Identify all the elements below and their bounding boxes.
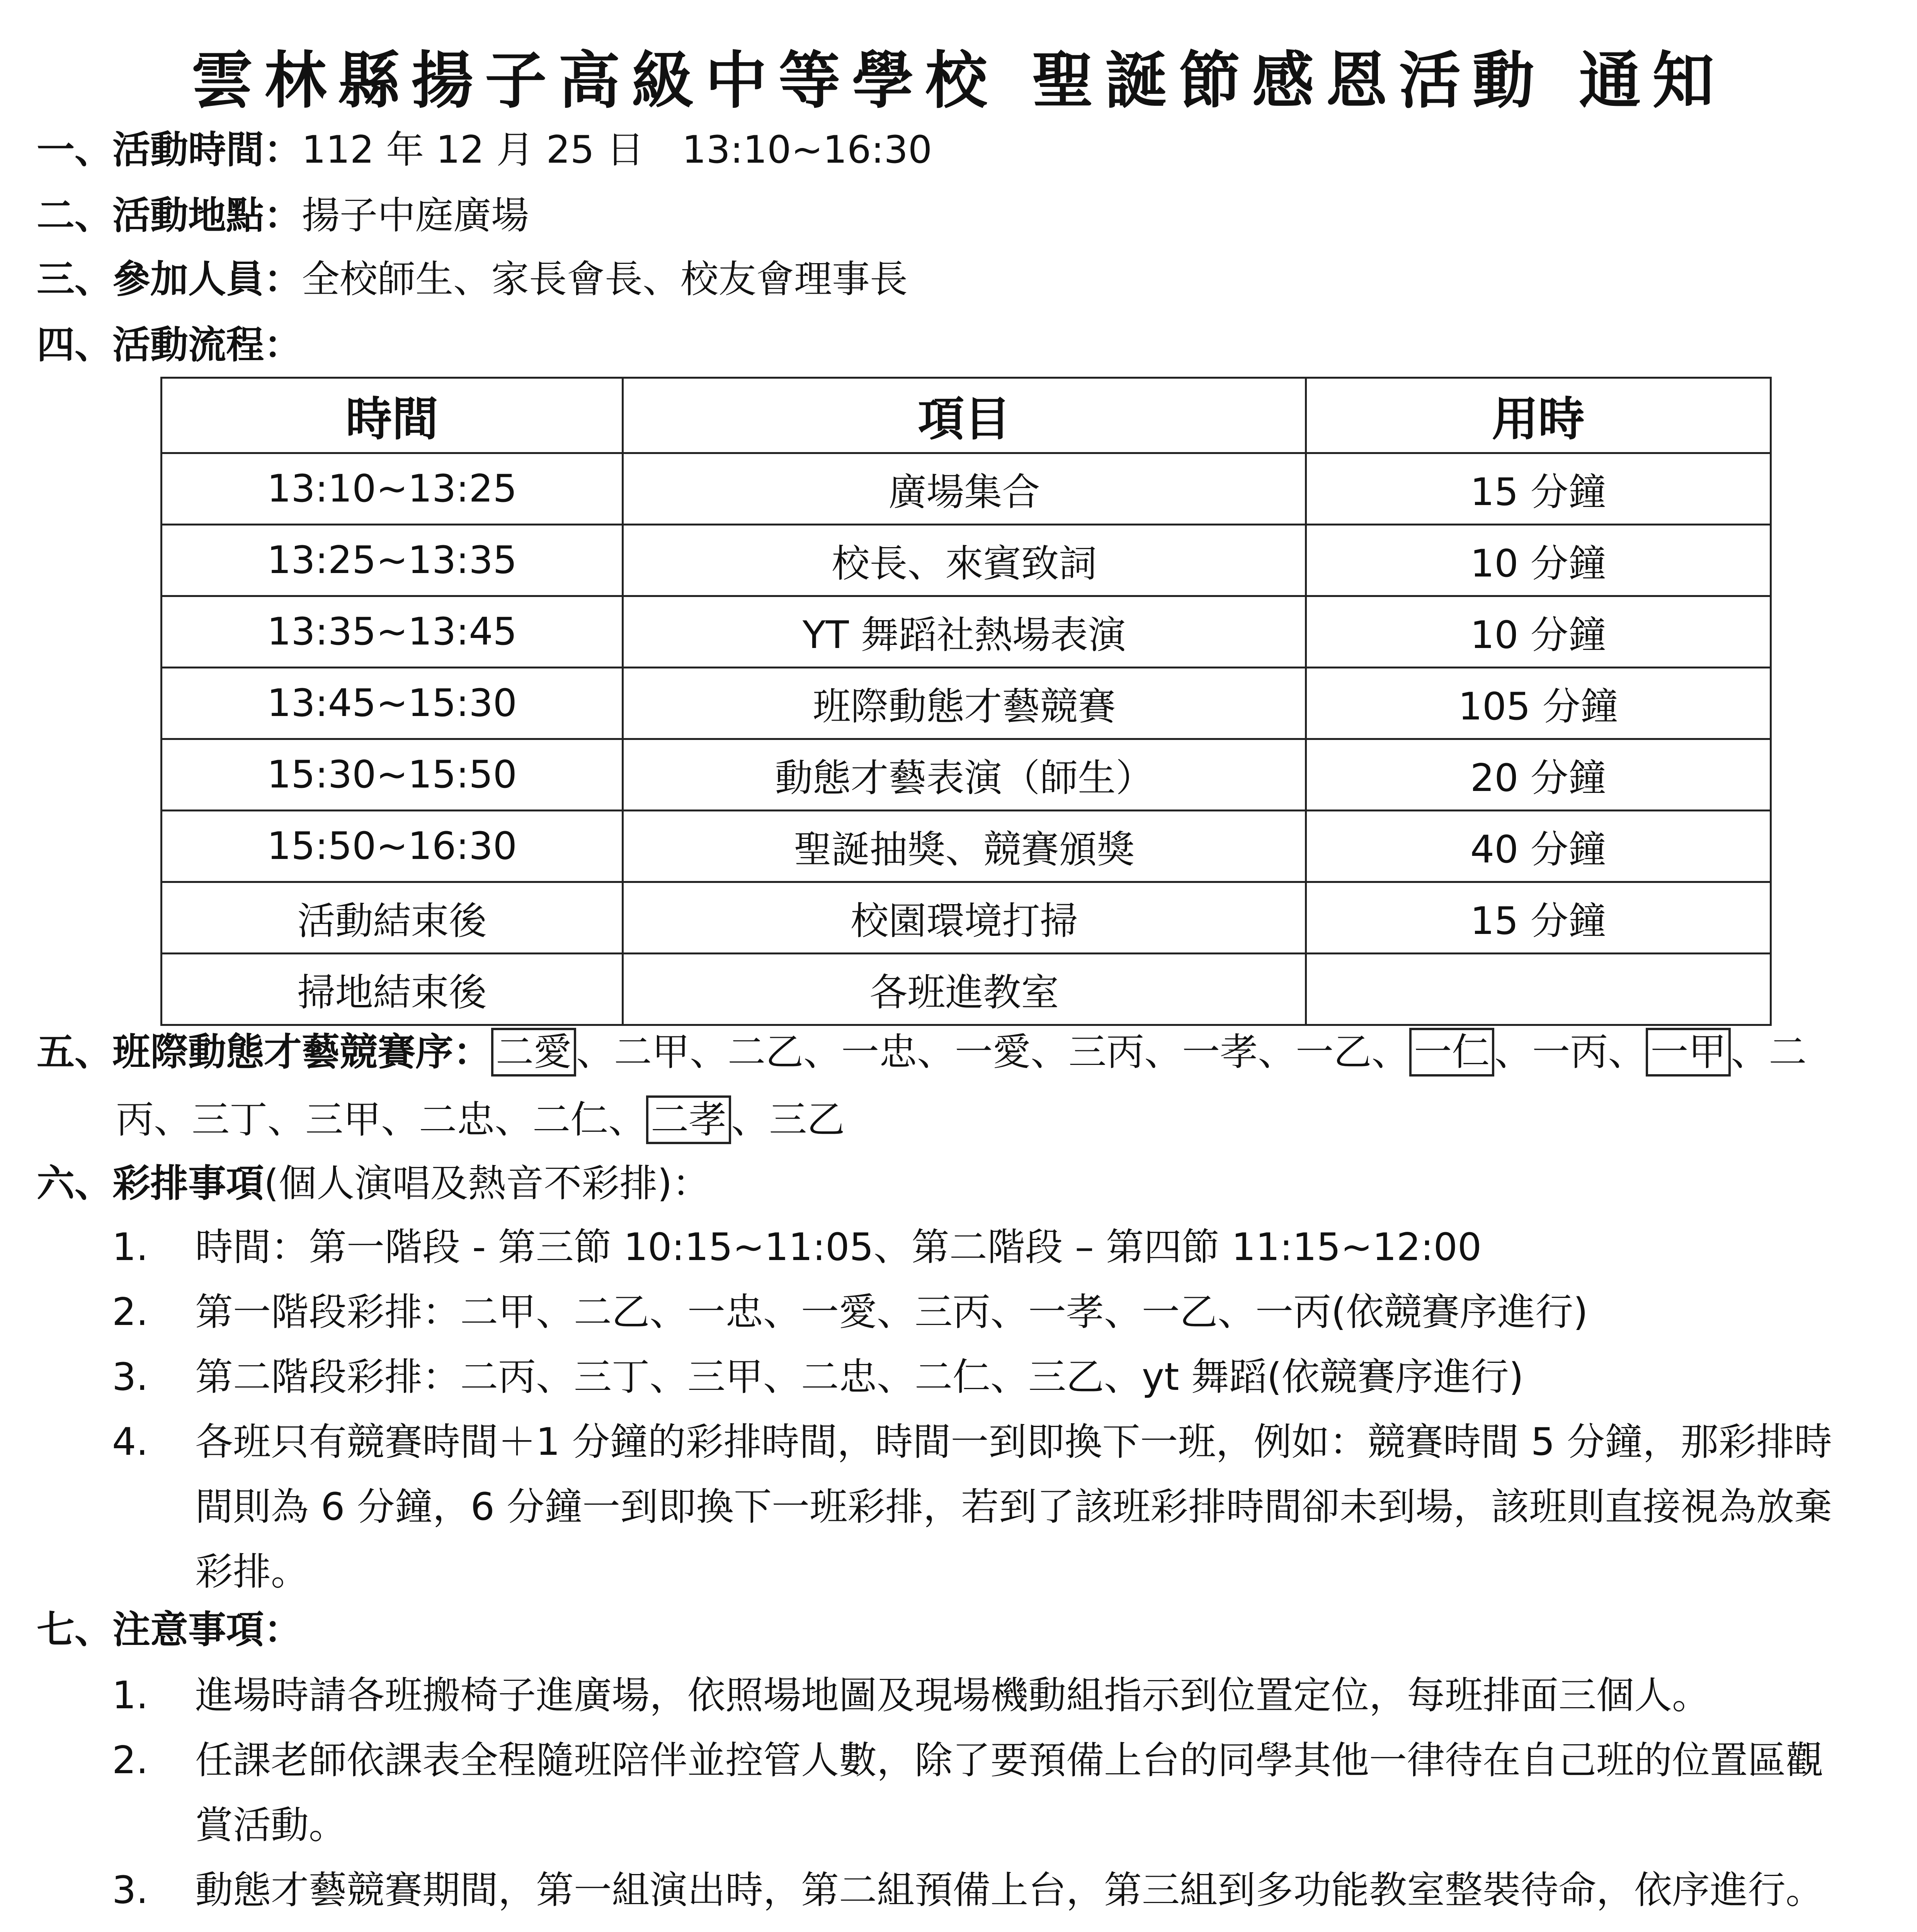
schedule-row [162,811,1771,882]
list-text: 彩排。 [195,1550,309,1594]
schedule-cell: 掃地結束後 [162,954,623,1025]
section-order-line2: 丙、三丁、三甲、二忠、二仁、 二孝 、三乙 [116,1097,845,1143]
section-time-value: 112 年 12 月 25 日 13:10~16:30 [302,128,932,172]
section-notes-label: 七、注意事項： [37,1608,302,1652]
schedule-row [162,668,1771,739]
schedule-row [162,525,1771,596]
schedule-cell: 15:30~15:50 [162,739,623,811]
list-number: 4. [112,1420,148,1464]
list-text: 賞活動。 [195,1803,347,1847]
schedule-header-cell: 時間 [162,378,623,453]
schedule-cell: 40 分鐘 [1306,811,1771,882]
section-time-label: 一、活動時間： [37,128,302,172]
list-number: 3. [112,1868,148,1912]
order-class: 一愛 [955,1030,1031,1074]
section-participants-value: 全校師生、家長會長、校友會理事長 [302,257,908,301]
order-class: 二 [1769,1030,1807,1074]
list-text: 動態才藝競賽期間，第一組演出時，第二組預備上台，第三組到多功能教室整裝待命，依序進行。 [195,1868,1824,1912]
schedule-cell: 20 分鐘 [1306,739,1771,811]
section-order-line1: 五、班際動態才藝競賽序： 二愛 、二甲、二乙、一忠、一愛、三丙、一孝、一乙、 一仁 、一丙、 一甲 、二 [37,1030,1806,1075]
order-class: 二孝 [646,1095,731,1144]
order-class: 三丁 [192,1098,268,1142]
list-number: 1. [112,1673,148,1718]
schedule-header-cell: 項目 [623,378,1306,453]
order-class: 二甲 [614,1030,690,1074]
schedule-header-cell: 用時 [1306,378,1771,453]
order-class: 三乙 [769,1098,845,1142]
schedule-cell: YT 舞蹈社熱場表演 [623,596,1306,668]
schedule-cell: 校長、來賓致詞 [623,525,1306,596]
schedule-row [162,596,1771,668]
schedule-cell: 15 分鐘 [1306,453,1771,525]
section-time [37,128,932,173]
list-text: 第一階段彩排：二甲、二乙、一忠、一愛、三丙、一孝、一乙、一丙(依競賽序進行) [195,1290,1588,1334]
list-text: 各班只有競賽時間＋1 分鐘的彩排時間，時間一到即換下一班，例如：競賽時間 5 分鐘，那彩排時 [195,1420,1832,1464]
list-text: 任課老師依課表全程隨班陪伴並控管人數，除了要預備上台的同學其他一律待在自己班的位置區觀 [195,1738,1824,1782]
list-number: 3. [112,1355,148,1399]
section-rehearsal-note: (個人演唱及熱音不彩排)： [264,1162,710,1206]
schedule-cell: 10 分鐘 [1306,596,1771,668]
order-class: 二忠 [419,1098,495,1142]
section-participants [37,257,908,303]
schedule-cell: 廣場集合 [623,453,1306,525]
section-flow [37,323,302,368]
schedule-cell: 校園環境打掃 [623,882,1306,954]
order-class: 一丙 [1532,1030,1608,1074]
list-number: 1. [112,1225,148,1269]
schedule-cell: 班際動態才藝競賽 [623,668,1306,739]
schedule-cell: 聖誕抽獎、競賽頒獎 [623,811,1306,882]
schedule-cell: 13:45~15:30 [162,668,623,739]
section-flow-label: 四、活動流程： [37,323,302,367]
schedule-cell: 13:35~13:45 [162,596,623,668]
schedule-table [160,377,1772,1026]
schedule-cell: 105 分鐘 [1306,668,1771,739]
schedule-cell: 13:10~13:25 [162,453,623,525]
schedule-cell: 15 分鐘 [1306,882,1771,954]
list-text: 時間：第一階段 - 第三節 10:15~11:05、第二階段 – 第四節 11:15~12:00 [195,1225,1482,1269]
order-class: 丙 [116,1098,154,1142]
schedule-cell: 15:50~16:30 [162,811,623,882]
list-text: 進場時請各班搬椅子進廣場，依照場地圖及現場機動組指示到位置定位，每班排面三個人。 [195,1673,1710,1718]
schedule-cell: 10 分鐘 [1306,525,1771,596]
order-class: 二乙 [728,1030,804,1074]
schedule-cell: 13:25~13:35 [162,525,623,596]
schedule-row [162,954,1771,1025]
section-location-value: 揚子中庭廣場 [302,194,529,238]
order-class: 一甲 [1646,1028,1731,1077]
section-order-label: 五、班際動態才藝競賽序： [37,1030,492,1074]
section-location-label: 二、活動地點： [37,194,302,238]
section-rehearsal [37,1161,710,1207]
list-number: 2. [112,1290,148,1334]
schedule-cell: 活動結束後 [162,882,623,954]
schedule-row [162,882,1771,954]
order-class: 三丙 [1068,1030,1145,1074]
schedule-row [162,739,1771,811]
order-class: 一仁 [1409,1028,1494,1077]
schedule-cell: 各班進教室 [623,954,1306,1025]
schedule-cell [1306,954,1771,1025]
order-class: 一乙 [1296,1030,1372,1074]
order-class: 一孝 [1182,1030,1258,1074]
list-text: 間則為 6 分鐘，6 分鐘一到即換下一班彩排，若到了該班彩排時間卻未到場，該班則直接視為放棄 [195,1485,1832,1529]
list-text: 第二階段彩排：二丙、三丁、三甲、二忠、二仁、三乙、yt 舞蹈(依競賽序進行) [195,1355,1524,1399]
order-class: 二仁 [532,1098,609,1142]
order-class: 二愛 [491,1028,576,1077]
section-participants-label: 三、參加人員： [37,257,302,301]
schedule-header-row [162,378,1771,453]
order-class: 一忠 [841,1030,917,1074]
section-notes [37,1607,302,1653]
list-number: 2. [112,1738,148,1782]
schedule-cell: 動態才藝表演（師生） [623,739,1306,811]
section-rehearsal-label: 六、彩排事項 [37,1162,264,1206]
section-location [37,193,529,239]
schedule-row [162,453,1771,525]
page-title: 雲林縣揚子高級中等學校 聖誕節感恩活動 通知 [191,44,1726,117]
order-class: 三甲 [305,1098,381,1142]
